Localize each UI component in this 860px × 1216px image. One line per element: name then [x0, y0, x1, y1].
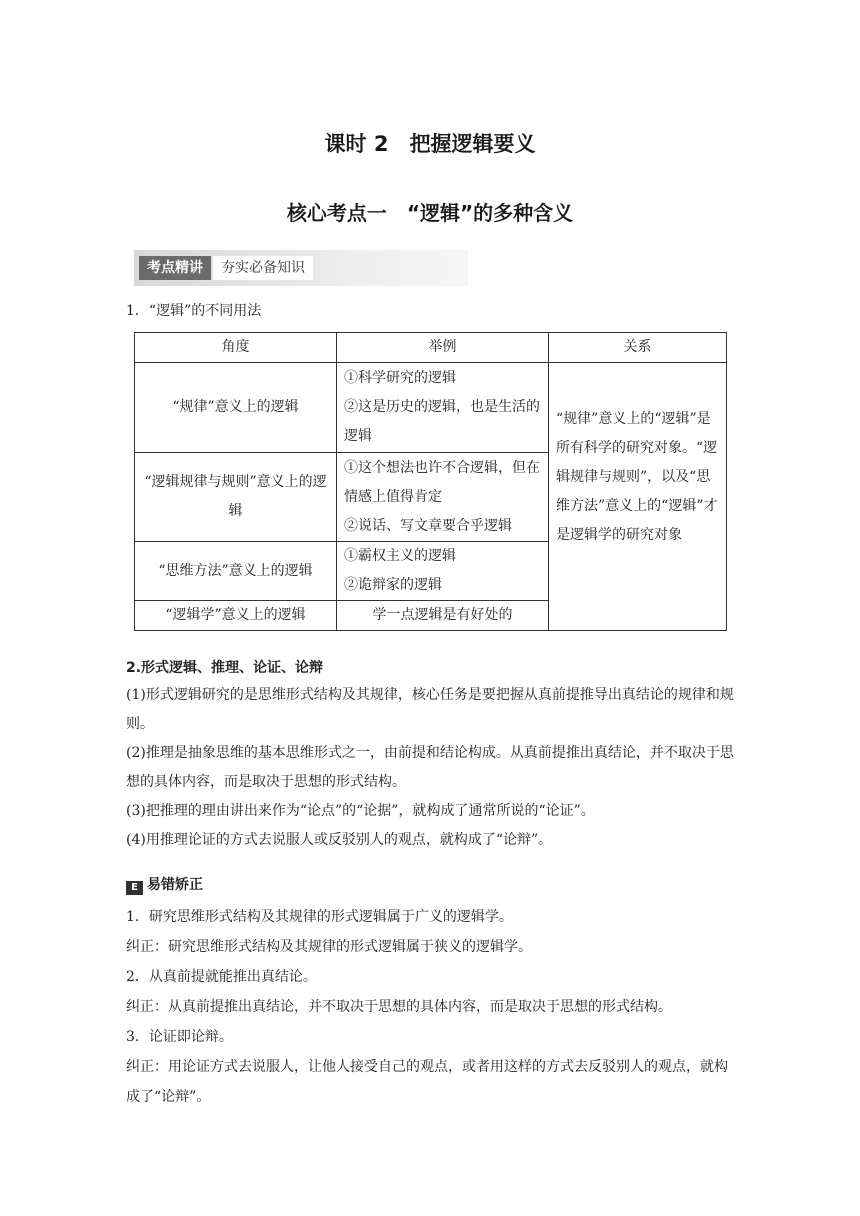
example-item: ①科学研究的逻辑	[344, 370, 456, 386]
fix-item: 纠正：研究思维形式结构及其规律的形式逻辑属于狭义的逻辑学。	[126, 939, 532, 955]
table-header-cell: 角度	[135, 333, 337, 363]
lesson-title: 课时 2 把握逻辑要义	[324, 132, 536, 156]
table-header-row	[135, 333, 727, 363]
table-cell-examples	[337, 453, 549, 542]
corrections-heading: 易错矫正	[147, 877, 203, 893]
mistake-item: 2．从真前提就能推出真结论。	[126, 969, 317, 985]
section-title: 核心考点一 “逻辑”的多种含义	[286, 201, 574, 225]
table-cell-relation: “规律”意义上的“逻辑”是所有科学的研究对象。“逻辑规律与规则”，以及“思维方法”意义上的“逻辑”才是逻辑学的研究对象	[549, 363, 727, 631]
part2-item: (1)形式逻辑研究的是思维形式结构及其规律，核心任务是要把握从真前提推导出真结论的规律和规则。	[126, 687, 734, 732]
table-cell-angle: “逻辑学”意义上的逻辑	[135, 601, 337, 631]
part2-item: (4)用推理论证的方式去说服人或反驳别人的观点，就构成了“论辩”。	[126, 832, 553, 848]
part2-heading: 2.形式逻辑、推理、论证、论辩	[126, 660, 324, 676]
table-row	[135, 363, 727, 453]
banner-tag: 考点精讲	[139, 256, 211, 280]
example-item: ②说话、写文章要合乎逻辑	[344, 517, 512, 534]
example-item: ①这个想法也许不合逻辑，但在情感上值得肯定	[344, 459, 540, 505]
table-cell-examples	[337, 363, 549, 453]
table-header-cell: 举例	[337, 333, 549, 363]
correction-icon: E	[126, 881, 143, 895]
mistake-item: 3．论证即论辩。	[126, 1029, 233, 1045]
part2-body	[126, 681, 736, 855]
table-cell-examples	[337, 601, 549, 631]
banner-subtitle: 夯实必备知识	[213, 256, 313, 280]
mistake-item: 1．研究思维形式结构及其规律的形式逻辑属于广义的逻辑学。	[126, 909, 513, 925]
example-item: ②这是历史的逻辑，也是生活的逻辑	[344, 399, 540, 444]
table-cell-angle: “规律”意义上的逻辑	[135, 363, 337, 453]
part2-item: (3)把推理的理由讲出来作为“论点”的“论据”，就构成了通常所说的“论证”。	[126, 803, 595, 819]
part2-item: (2)推理是抽象思维的基本思维形式之一，由前提和结论构成。从真前提推出真结论，并不取决于思想的具体内容，而是取决于思想的形式结构。	[126, 745, 734, 790]
example-item: ②诡辩家的逻辑	[344, 577, 442, 593]
part1-heading: 1．“逻辑”的不同用法	[126, 303, 262, 319]
fix-item: 纠正：用论证方式去说服人，让他人接受自己的观点，或者用这样的方式去反驳别人的观点，就构成了“论辩”。	[126, 1059, 728, 1105]
example-item: 学一点逻辑是有好处的	[372, 607, 513, 623]
example-item: ①霸权主义的逻辑	[344, 548, 456, 564]
table-header-cell: 关系	[549, 333, 727, 363]
corrections-body	[126, 902, 736, 1112]
table-cell-angle: “思维方法”意义上的逻辑	[135, 542, 337, 601]
table-cell-angle: “逻辑规律与规则”意义上的逻辑	[135, 453, 337, 542]
section-banner	[134, 250, 468, 286]
fix-item: 纠正：从真前提推出真结论，并不取决于思想的具体内容，而是取决于思想的形式结构。	[126, 999, 672, 1015]
table-cell-examples	[337, 542, 549, 601]
logic-usage-table	[134, 332, 727, 631]
corrections-heading-block	[126, 874, 203, 895]
